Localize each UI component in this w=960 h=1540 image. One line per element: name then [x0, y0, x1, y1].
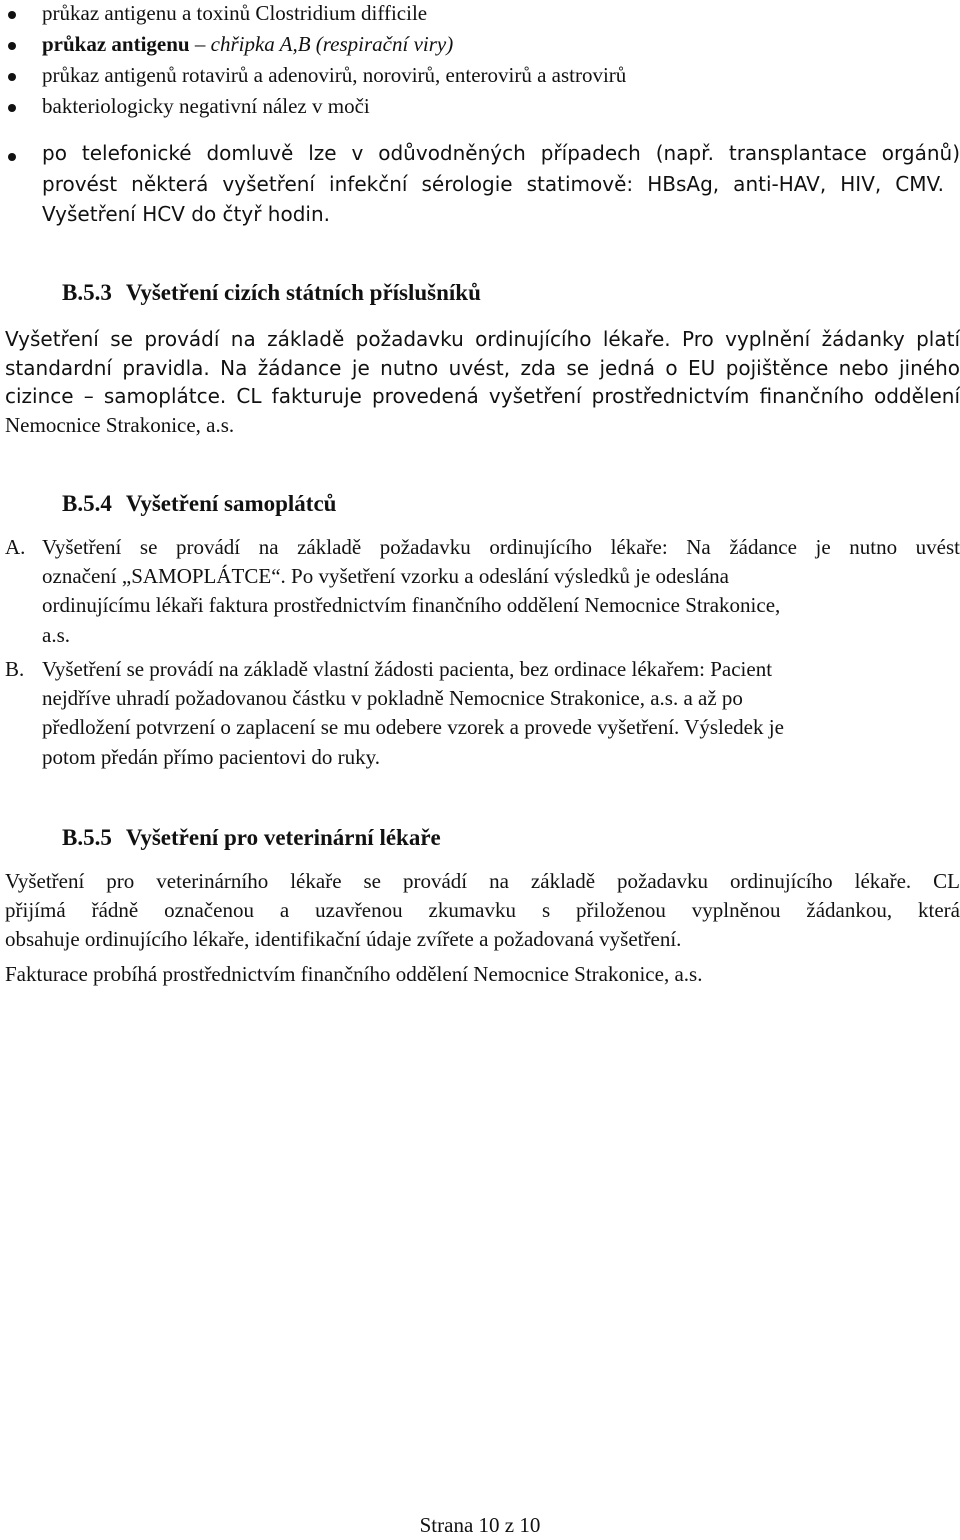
section-number: B.5.3 — [62, 280, 112, 305]
bullet-icon — [8, 104, 16, 112]
bullet-icon — [8, 73, 16, 81]
paragraph-line: přijímá řádně označenou a uzavřenou zkumavku s přiloženou vyplněnou žádankou, která — [5, 898, 960, 922]
paragraph-line: potom předán přímo pacientovi do ruky. — [42, 745, 381, 769]
paragraph-line: Vyšetření pro veterinárního lékaře se provádí na základě požadavku ordinujícího lékaře. CL — [5, 869, 960, 893]
paragraph-line: označení „SAMOPLÁTCE“. Po vyšetření vzorku a odeslání výsledků je odeslána — [42, 564, 730, 588]
list-item-text: provést některá vyšetření infekční sérologie statimově: HBsAg, anti-HAV, HIV, CMV. — [42, 172, 944, 196]
item-label: B. — [5, 657, 25, 681]
paragraph-line: standardní pravidla. Na žádance je nutno uvést, zda se jedná o EU pojištěnce nebo jiného — [5, 356, 960, 380]
section-heading — [62, 823, 441, 853]
paragraph-line: Vyšetření se provádí na základě požadavku ordinujícího lékaře. Pro vyplnění žádanky platí — [5, 327, 960, 351]
bold-term: průkaz antigenu — [42, 32, 190, 56]
paragraph-line: ordinujícímu lékaři faktura prostřednictvím finančního oddělení Nemocnice Strakonice, — [42, 593, 781, 617]
item-label: A. — [5, 535, 26, 559]
paragraph-line: Vyšetření se provádí na základě vlastní žádosti pacienta, bez ordinace lékařem: Pacient — [42, 657, 773, 681]
section-title: Vyšetření cizích státních příslušníků — [125, 280, 481, 305]
section-title: Vyšetření pro veterinární lékaře — [125, 825, 441, 850]
section-heading — [62, 278, 481, 308]
list-item-text: průkaz antigenů rotavirů a adenovirů, norovirů, enterovirů a astrovirů — [42, 63, 627, 87]
paragraph-line: Fakturace probíhá prostřednictvím finančního oddělení Nemocnice Strakonice, a.s. — [5, 962, 703, 986]
bullet-icon — [8, 153, 16, 161]
bullet-icon — [8, 11, 16, 19]
page-number: Strana 10 z 10 — [419, 1513, 541, 1537]
italic-term: – chřipka A,B (respirační viry) — [189, 32, 454, 56]
paragraph-line: nejdříve uhradí požadovanou částku v pokladně Nemocnice Strakonice, a.s. a až po — [42, 686, 743, 710]
list-item-text: Vyšetření HCV do čtyř hodin. — [42, 202, 331, 226]
section-number: B.5.4 — [62, 491, 112, 516]
list-item-text: bakteriologicky negativní nález v moči — [42, 94, 370, 118]
paragraph-line: a.s. — [42, 623, 70, 647]
section-heading — [62, 489, 336, 519]
list-item-text: průkaz antigenu a toxinů Clostridium difficile — [42, 1, 428, 25]
section-number: B.5.5 — [62, 825, 112, 850]
list-item-text — [42, 29, 453, 59]
bullet-icon — [8, 42, 16, 50]
list-item-text: po telefonické domluvě lze v odůvodněných případech (např. transplantace orgánů) — [42, 141, 960, 165]
paragraph-line: Nemocnice Strakonice, a.s. — [5, 413, 235, 437]
section-title: Vyšetření samoplátců — [125, 491, 337, 516]
paragraph-line: předložení potvrzení o zaplacení se mu odebere vzorek a provede vyšetření. Výsledek je — [42, 715, 784, 739]
paragraph-line: Vyšetření se provádí na základě požadavku ordinujícího lékaře: Na žádance je nutno uvést — [42, 535, 960, 559]
paragraph-line: cizince – samoplátce. CL fakturuje provedená vyšetření prostřednictvím finančního oddělení — [5, 384, 960, 408]
paragraph-line: obsahuje ordinujícího lékaře, identifikační údaje zvířete a požadovaná vyšetření. — [5, 927, 682, 951]
